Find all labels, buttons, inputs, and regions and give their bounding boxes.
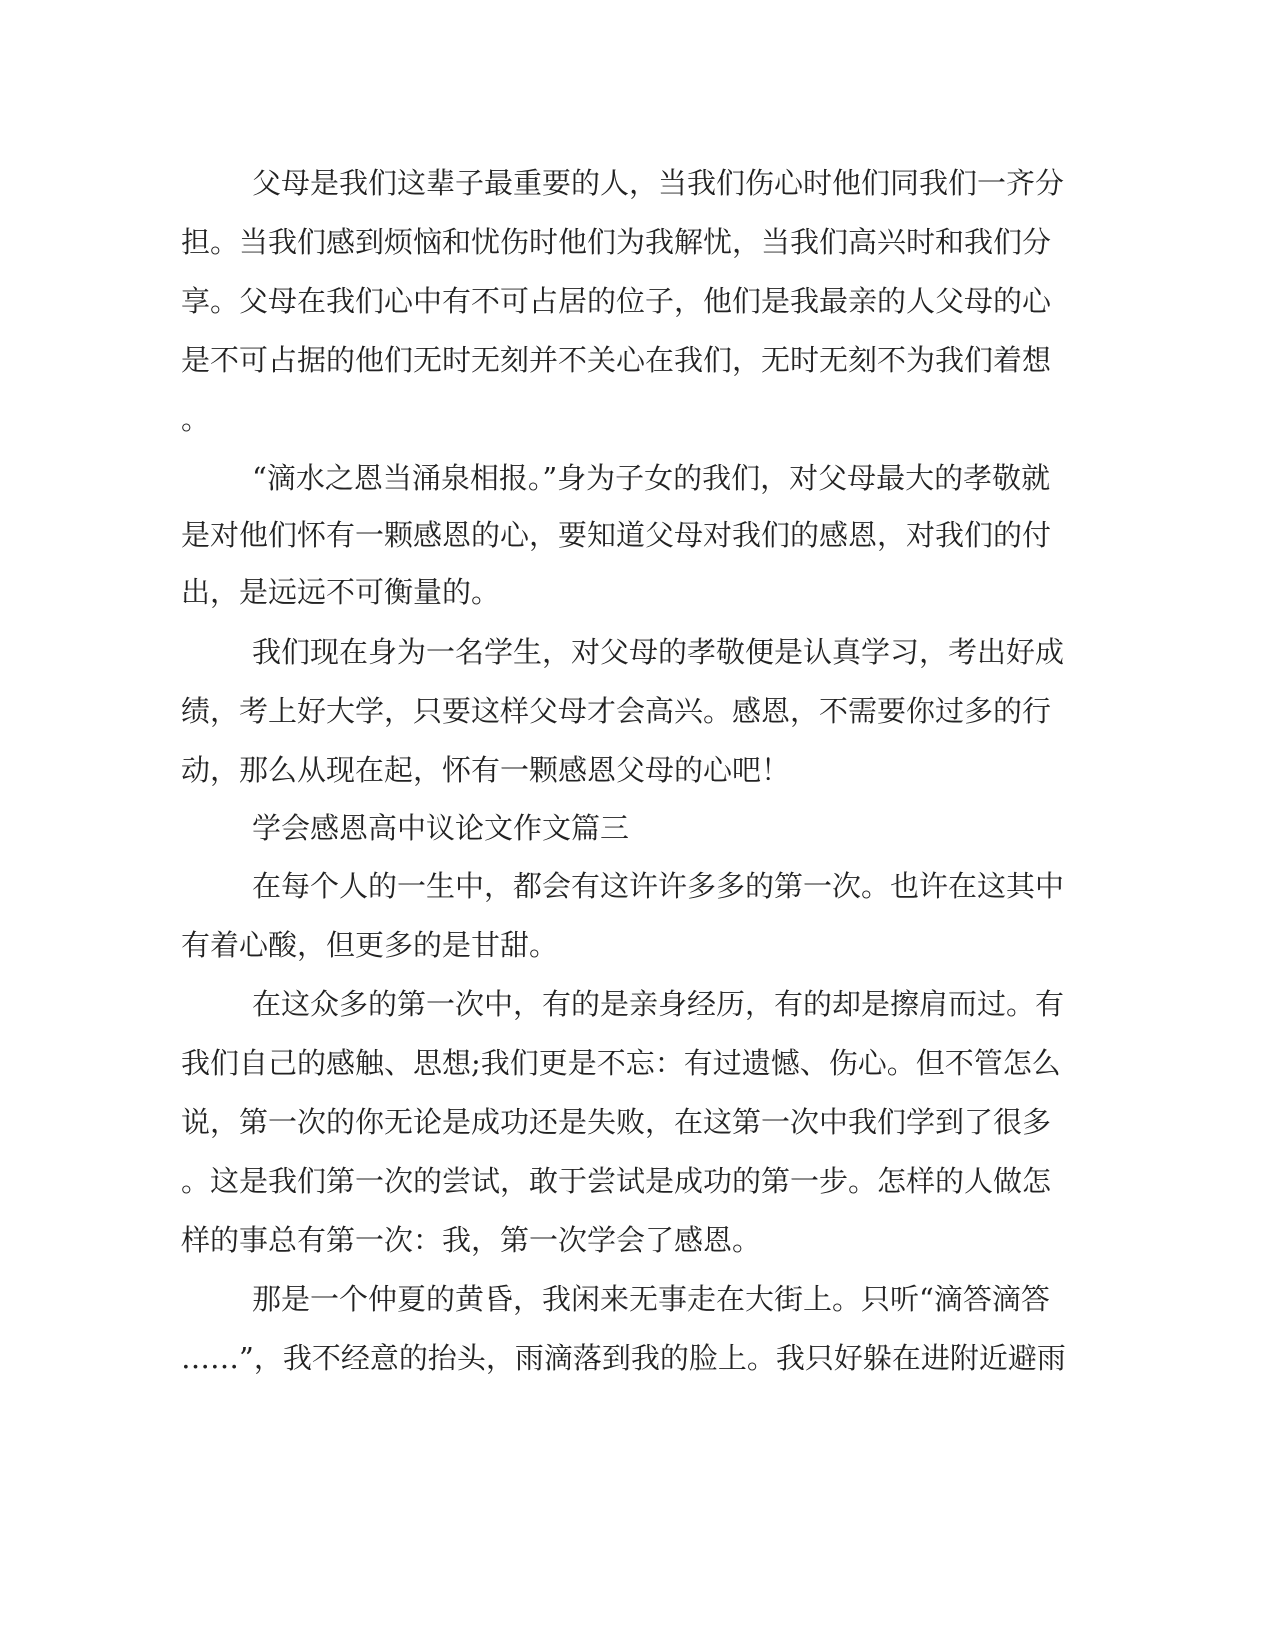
text-line: 出，是远远不可衡量的。 [181,575,501,609]
text-line: 父母是我们这辈子最重要的人，当我们伤心时他们同我们一齐分 [252,166,1065,200]
text-line: ……”，我不经意的抬头，雨滴落到我的脸上。我只好躲在进附近避雨 [181,1341,1066,1375]
text-line: 。这是我们第一次的尝试，敢于尝试是成功的第一步。怎样的人做怎 [181,1164,1052,1198]
text-line: 那是一个仲夏的黄昏，我闲来无事走在大街上。只听“滴答滴答 [252,1282,1050,1316]
text-line: 是不可占据的他们无时无刻并不关心在我们，无时无刻不为我们着想 [181,343,1052,377]
text-line: 样的事总有第一次：我，第一次学会了感恩。 [181,1223,762,1257]
text-line: 享。父母在我们心中有不可占居的位子，他们是我最亲的人父母的心 [181,284,1052,318]
text-line: 是对他们怀有一颗感恩的心，要知道父母对我们的感恩，对我们的付 [181,518,1052,552]
text-line: “滴水之恩当涌泉相报。”身为子女的我们，对父母最大的孝敬就 [252,461,1051,495]
text-line: 有着心酸，但更多的是甘甜。 [181,928,559,962]
text-line: 在每个人的一生中，都会有这许许多多的第一次。也许在这其中 [252,869,1065,903]
text-line: 绩，考上好大学，只要这样父母才会高兴。感恩，不需要你过多的行 [181,694,1052,728]
text-line: 我们自己的感触、思想;我们更是不忘：有过遗憾、伤心。但不管怎么 [181,1046,1061,1080]
text-line: 动，那么从现在起，怀有一颗感恩父母的心吧！ [181,753,791,787]
text-line: 说，第一次的你无论是成功还是失败，在这第一次中我们学到了很多 [181,1105,1052,1139]
section-heading: 学会感恩高中议论文作文篇三 [252,811,630,845]
text-line: 担。当我们感到烦恼和忧伤时他们为我解忧，当我们高兴时和我们分 [181,225,1052,259]
text-line: 。 [181,402,211,436]
text-line: 在这众多的第一次中，有的是亲身经历，有的却是擦肩而过。有 [252,987,1065,1021]
text-line: 我们现在身为一名学生，对父母的孝敬便是认真学习，考出好成 [252,635,1065,669]
